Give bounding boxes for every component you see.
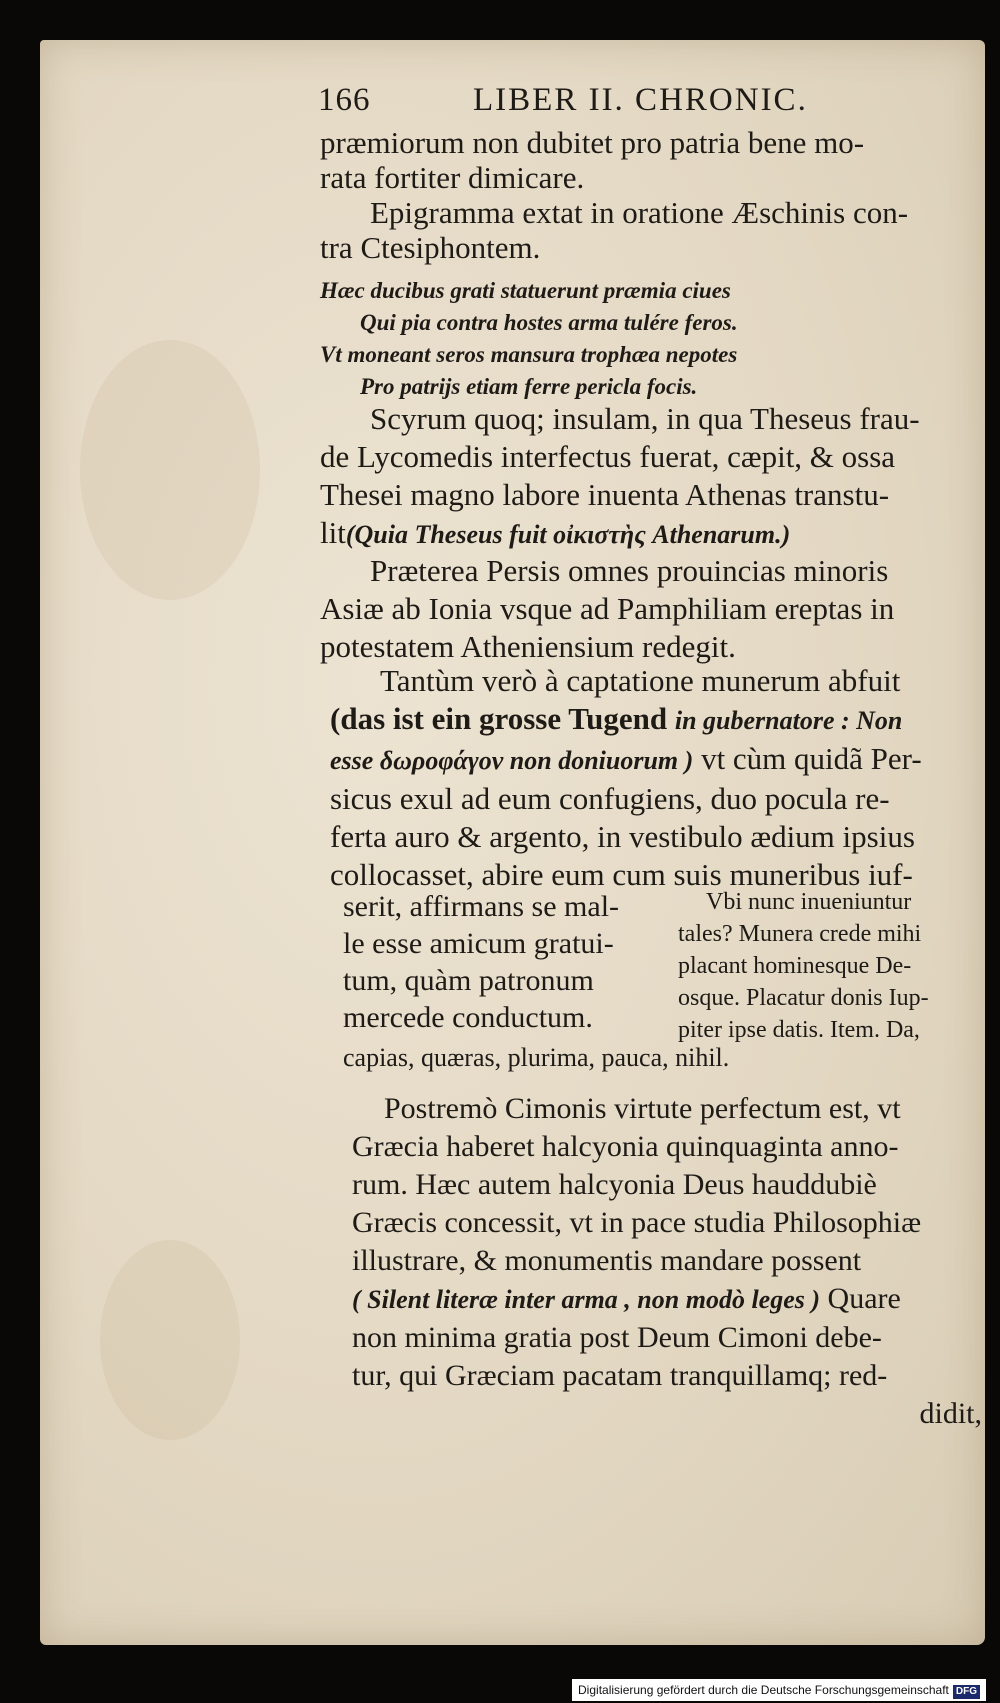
text-line: non minima gratia post Deum Cimoni debe- <box>352 1321 882 1354</box>
text-line: serit, affirmans se mal- <box>343 890 620 923</box>
text-line: sicus exul ad eum confugiens, duo pocula re- <box>330 781 890 816</box>
text-fragment: lit <box>320 515 346 550</box>
credit-text: Digitalisierung gefördert durch die Deutsche Forschungsgemeinschaft <box>578 1683 949 1697</box>
page-header <box>318 82 833 122</box>
verse-line: Pro patrijs etiam ferre pericla focis. <box>360 374 698 399</box>
text-line: Græcis concessit, vt in pace studia Philosophiæ <box>352 1206 922 1239</box>
verse-line: Vt moneant seros mansura trophæa nepotes <box>320 342 738 367</box>
paragraph-munera <box>330 662 990 894</box>
note-continuation <box>343 1042 983 1074</box>
note-line: capias, quæras, plurima, pauca, nihil. <box>343 1043 730 1072</box>
text-line: rata fortiter dimicare. <box>320 160 585 195</box>
text-line <box>320 514 985 554</box>
note-line: piter ipse datis. Item. Da, <box>678 1017 920 1043</box>
text-line: Græcia haberet halcyonia quinquaginta anno- <box>352 1130 899 1163</box>
text-line: Asiæ ab Ionia vsque ad Pamphiliam ereptas in <box>320 591 895 626</box>
text-line: præmiorum non dubitet pro patria bene mo- <box>320 125 865 160</box>
digitization-credit <box>572 1679 986 1701</box>
text-line <box>352 1280 982 1319</box>
text-line <box>330 700 990 740</box>
inline-gloss: (Quia Theseus fuit οἰκιστὴς Athenarum.) <box>345 520 791 549</box>
paragraph-cimon <box>352 1090 982 1433</box>
left-column <box>343 888 643 1036</box>
text-line <box>330 740 990 780</box>
text-line: tur, qui Græciam pacatam tranquillamq; red- <box>352 1359 888 1392</box>
inline-quote: ( Silent literæ inter arma , non modò leges ) <box>352 1285 821 1314</box>
note-line: Vbi nunc inueniuntur <box>706 889 912 915</box>
text-line: potestatem Atheniensium redegit. <box>320 629 736 664</box>
paragraph-1 <box>320 125 985 265</box>
paper-stain <box>80 340 260 600</box>
text-fragment: vt cùm quidã Per- <box>701 741 922 776</box>
paper-stain <box>100 1240 240 1440</box>
text-line: collocasset, abire eum cum suis muneribus iuf- <box>330 857 913 892</box>
text-line: Postremò Cimonis virtute perfectum est, vt <box>384 1092 901 1125</box>
text-line: de Lycomedis interfectus fuerat, cæpit, & ossa <box>320 439 896 474</box>
dfg-logo: DFG <box>953 1685 980 1699</box>
text-line: tra Ctesiphontem. <box>320 230 541 265</box>
text-line: Præterea Persis omnes prouincias minoris <box>370 553 889 588</box>
margin-note <box>676 886 986 1046</box>
text-line: tum, quàm patronum <box>343 964 594 997</box>
text-line: Scyrum quoq; insulam, in qua Theseus frau- <box>370 401 920 436</box>
paragraph-scyrus <box>320 400 985 554</box>
note-line: placant hominesque De- <box>678 953 912 979</box>
verse-line: Hæc ducibus grati statuerunt præmia ciues <box>320 278 731 303</box>
page-number: 166 <box>318 82 371 118</box>
inline-gloss: in gubernatore : Non <box>674 706 903 735</box>
text-line: ferta auro & argento, in vestibulo ædium ipsius <box>330 819 915 854</box>
text-line: Epigramma extat in oratione Æschinis con- <box>370 195 909 230</box>
text-line: le esse amicum gratui- <box>343 927 614 960</box>
note-line: osque. Placatur donis Iup- <box>678 985 929 1011</box>
running-title: LIBER II. CHRONIC. <box>473 82 808 118</box>
text-line: mercede conductum. <box>343 1001 593 1034</box>
text-line: Thesei magno labore inuenta Athenas transtu- <box>320 477 890 512</box>
text-line: illustrare, & monumentis mandare possent <box>352 1244 862 1277</box>
german-gloss: (das ist ein grosse Tugend <box>330 701 668 736</box>
text-fragment: Quare <box>827 1282 901 1315</box>
verse-line: Qui pia contra hostes arma tulére feros. <box>360 310 738 335</box>
text-line: rum. Hæc autem halcyonia Deus hauddubiè <box>352 1168 877 1201</box>
note-line: tales? Munera crede mihi <box>678 921 922 947</box>
inline-gloss: esse δωροφάγον non doniuorum ) <box>330 746 694 775</box>
text-line: Tantùm verò à captatione munerum abfuit <box>380 663 901 698</box>
epigram <box>320 275 985 403</box>
paragraph-persis <box>320 552 985 666</box>
catchword: didit, <box>919 1397 982 1430</box>
